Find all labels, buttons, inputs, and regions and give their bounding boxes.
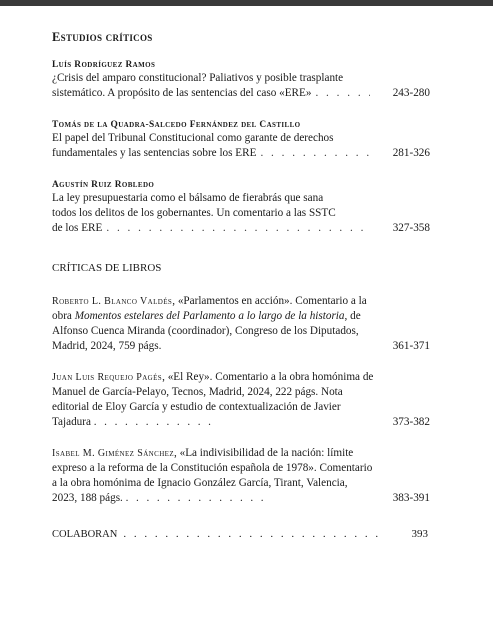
leader-dots: . . . . . . . . . . . . [93, 416, 214, 428]
toc-entry[interactable] [52, 119, 428, 161]
leader-dots [260, 146, 370, 161]
review-entry[interactable] [52, 294, 428, 354]
section-title-book-reviews: CRÍTICAS DE LIBROS [52, 262, 162, 274]
leader-dots [106, 221, 370, 236]
entry-pages: 327-358 [392, 222, 430, 234]
review-entry[interactable] [52, 446, 428, 506]
entry-pages: 373-382 [392, 416, 430, 428]
entry-title-line: La ley presupuestaria como el bálsamo de fierabrás que sana [52, 192, 324, 204]
leader-dots [123, 528, 382, 540]
review-text: , «El Rey». Comentario a la obra homónima de Manuel de García-Pelayo, Tecnos, Madrid, 2024, 222 págs. Nota editorial de Eloy García y estudio de contextualización de Javier Tajadura [52, 371, 374, 428]
review-text: , de Alfonso Cuenca Miranda (coordinador), Congreso de los Diputados, Madrid, 2024, 759 págs. [52, 310, 361, 352]
review-text: , «Parlamentos en acción». Comentario a la obra [52, 295, 367, 322]
entry-pages: 243-280 [392, 87, 430, 99]
entry-title-line: todos los delitos de los gobernantes. Un comentario a las SSTC [52, 207, 336, 219]
review-author: Roberto L. Blanco Valdés [52, 296, 173, 307]
colaboran-page: 393 [411, 528, 428, 540]
top-border [0, 0, 493, 6]
entry-pages: 361-371 [392, 340, 430, 352]
toc-entry[interactable] [52, 179, 428, 236]
entry-title-line: de los ERE [52, 222, 103, 234]
entry-pages: 383-391 [392, 492, 430, 504]
leader-dots: . . . . . . . . . . . . . . [125, 492, 266, 504]
entry-author: Tomás de la Quadra-Salcedo Fernández del Castillo [52, 120, 301, 130]
entry-title-line: ¿Crisis del amparo constitucional? Paliativos y posible trasplante [52, 72, 344, 84]
colaboran-entry[interactable] [52, 528, 428, 540]
leader-dots [315, 86, 370, 101]
toc-entry[interactable] [52, 59, 428, 101]
review-author: Isabel M. Giménez Sánchez [52, 448, 174, 459]
section-title-critical-studies: Estudios críticos [52, 30, 153, 44]
review-author: Juan Luis Requejo Pagés [52, 372, 163, 383]
entry-pages: 281-326 [392, 147, 430, 159]
review-text: , «La indivisibilidad de la nación: límite expreso a la reforma de la Constitución española de 1978». Comentario a la obra homónima de Ignacio González García, Tirant, Valencia, 2023, 188 págs. [52, 447, 373, 504]
review-entry[interactable] [52, 370, 428, 430]
colaboran-label: COLABORAN [52, 529, 118, 540]
entry-title-line: El papel del Tribunal Constitucional como garante de derechos [52, 132, 334, 144]
entry-title-line: fundamentales y las sentencias sobre los ERE [52, 147, 257, 159]
entry-author: Agustín Ruiz Robledo [52, 180, 155, 190]
entry-author: Luís Rodríguez Ramos [52, 60, 156, 70]
entry-title-line: sistemático. A propósito de las sentencias del caso «ERE» [52, 87, 312, 99]
review-book-title: Momentos estelares del Parlamento a lo largo de la historia [74, 310, 345, 322]
table-of-contents [52, 30, 428, 540]
